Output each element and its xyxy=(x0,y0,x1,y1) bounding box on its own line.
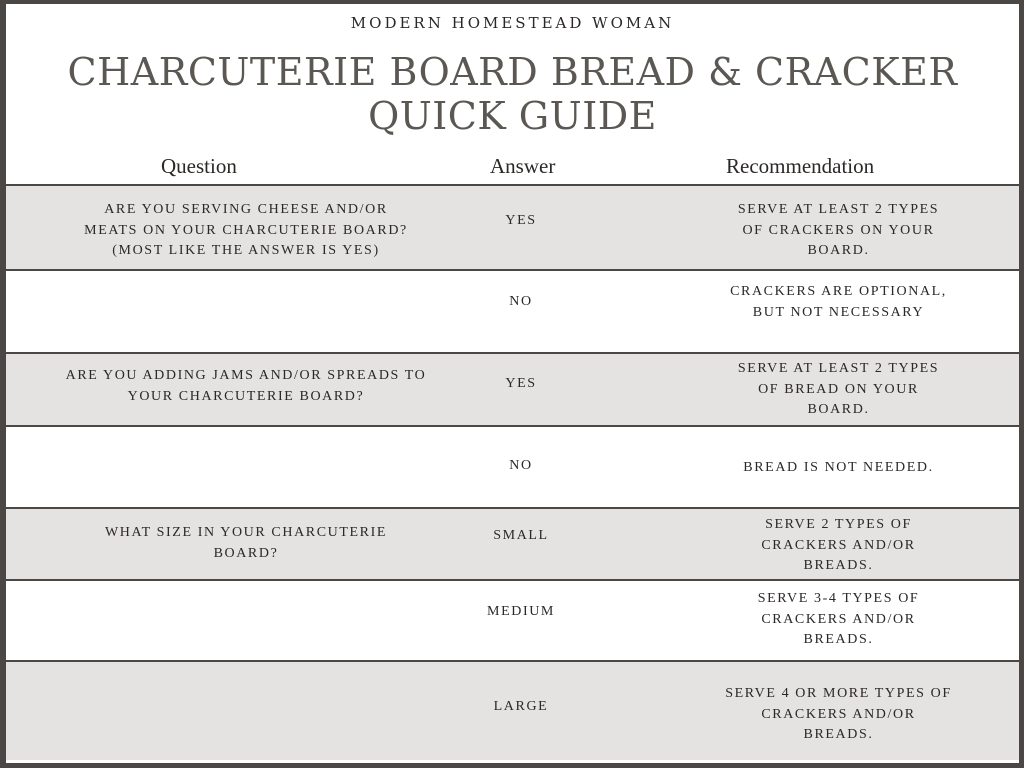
recommendation-line: CRACKERS AND/OR xyxy=(761,611,916,627)
question-line: (MOST LIKE THE ANSWER IS YES) xyxy=(112,243,380,258)
recommendation-line: SERVE AT LEAST 2 TYPES xyxy=(737,202,940,217)
answer-cell: YES xyxy=(505,376,537,391)
recommendation-cell xyxy=(706,515,971,577)
question-line: WHAT SIZE IN YOUR CHARCUTERIE xyxy=(104,525,388,540)
table-row xyxy=(6,507,1019,579)
table-row xyxy=(6,660,1019,760)
table-row xyxy=(6,184,1019,269)
recommendation-line: CRACKERS AND/OR xyxy=(761,537,916,553)
recommendation-line: SERVE 3-4 TYPES OF xyxy=(757,591,920,606)
recommendation-cell xyxy=(706,200,971,262)
recommendation-line: CRACKERS ARE OPTIONAL, xyxy=(730,284,947,299)
table-row xyxy=(6,579,1019,660)
answer-cell: LARGE xyxy=(493,699,549,714)
header-recommendation: Recommendation xyxy=(726,154,875,178)
question-cell xyxy=(26,366,466,407)
recommendation-line: BREADS. xyxy=(803,727,874,742)
question-line: MEATS ON YOUR CHARCUTERIE BOARD? xyxy=(84,222,408,238)
recommendation-cell xyxy=(706,684,971,746)
question-cell xyxy=(26,200,466,262)
recommendation-line: SERVE AT LEAST 2 TYPES xyxy=(737,361,940,376)
table-row xyxy=(6,425,1019,507)
question-line: BOARD? xyxy=(213,545,279,561)
recommendation-line: CRACKERS AND/OR xyxy=(761,706,916,722)
header-answer: Answer xyxy=(490,154,556,178)
recommendation-line: OF BREAD ON YOUR xyxy=(758,381,919,397)
question-line: ARE YOU SERVING CHEESE AND/OR xyxy=(104,202,388,217)
table-row xyxy=(6,269,1019,352)
recommendation-line: BREADS. xyxy=(803,558,874,573)
title-line-2: QUICK GUIDE xyxy=(368,94,657,138)
title-line-1: CHARCUTERIE BOARD BREAD & CRACKER xyxy=(67,50,958,94)
answer-cell: MEDIUM xyxy=(487,604,555,619)
recommendation-line: BOARD. xyxy=(807,402,870,417)
recommendation-line: SERVE 4 OR MORE TYPES OF xyxy=(725,686,952,701)
answer-cell: YES xyxy=(505,213,537,228)
answer-cell: NO xyxy=(509,294,533,309)
recommendation-line: OF CRACKERS ON YOUR xyxy=(742,222,935,238)
recommendation-line: SERVE 2 TYPES OF xyxy=(765,517,912,532)
question-line: ARE YOU ADDING JAMS AND/OR SPREADS TO xyxy=(65,368,427,383)
recommendation-line: BREADS. xyxy=(803,632,874,647)
recommendation-line: BUT NOT NECESSARY xyxy=(752,304,925,320)
answer-cell: NO xyxy=(509,458,533,473)
recommendation-line: BREAD IS NOT NEEDED. xyxy=(743,460,934,475)
recommendation-cell xyxy=(706,359,971,421)
header-question: Question xyxy=(161,154,237,178)
question-cell xyxy=(26,523,466,564)
table-row xyxy=(6,352,1019,425)
recommendation-cell xyxy=(706,589,971,651)
brand-name: MODERN HOMESTEAD WOMAN xyxy=(350,14,675,32)
page-title xyxy=(6,50,1019,138)
recommendation-cell xyxy=(706,282,971,323)
recommendation-cell xyxy=(706,458,971,479)
question-line: YOUR CHARCUTERIE BOARD? xyxy=(127,388,365,404)
recommendation-line: BOARD. xyxy=(807,243,870,258)
answer-cell: SMALL xyxy=(493,528,549,543)
guide-sheet xyxy=(6,4,1019,763)
